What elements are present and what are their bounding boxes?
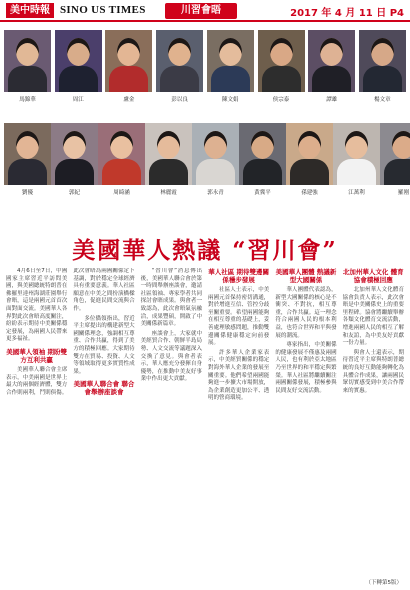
paragraph: 專家指出，中美關係的健康發展不僅惠及兩國人民，也有利於亞太地區乃至世界的和平穩定與繁榮。華人社區將繼續關注兩國關係發展，積極參與民間友好交流活動。 (275, 342, 337, 394)
portrait-caption: 周綺涵 (113, 190, 130, 196)
portrait-torso (262, 66, 301, 92)
portrait-photo (51, 123, 98, 185)
portrait-caption: 陳文娟 (222, 97, 239, 103)
portrait (258, 30, 305, 103)
portrait-photo (105, 30, 152, 92)
portrait-photo (156, 30, 203, 92)
newspaper-logo: 美中時報 (6, 3, 54, 18)
issue-date: 2017 年 4 月 11 日 P4 (290, 8, 404, 19)
portrait-caption: 劉優 (21, 190, 33, 196)
portrait-caption: 周江 (72, 97, 84, 103)
paragraph: “習川會”消息傳出後，美國華人聯合會於第一時間舉辦座談會，邀請社區領袖、專家學者共同探討會晤成果。與會者一致認為，此次會晤氣氛融洽，成果豐碩，開啟了中美關係新篇章。 (140, 268, 202, 328)
portrait-photo (359, 30, 406, 92)
portrait-head (251, 131, 274, 159)
portrait (192, 123, 239, 196)
portrait-head (392, 131, 410, 159)
paragraph: 美國華人聯合會主席表示，中美兩國是世界上最大的兩個經濟體，雙方合作則兩利，鬥則俱傷。此次會晤為兩國關係定下基調，對於穩定全球經濟具有重要意義。華人社區願意在中美之間扮演橋樑角色，促進民間交流與合作。 (6, 268, 135, 396)
portrait (239, 123, 286, 196)
portrait-caption: 譚雄 (326, 97, 338, 103)
portrait (105, 30, 152, 103)
portrait-torso (312, 66, 351, 92)
portrait-torso (363, 66, 402, 92)
portrait-photo (55, 30, 102, 92)
article-body (6, 268, 404, 586)
subheading: 華人社區 期待雙邊關係穩步發展 (208, 268, 270, 284)
portrait (359, 30, 406, 103)
portrait-head (168, 38, 191, 66)
portrait-torso (59, 66, 98, 92)
portrait-photo (145, 123, 192, 185)
portrait-torso (211, 66, 250, 92)
portrait (380, 123, 410, 196)
portrait-photo (207, 30, 254, 92)
portrait-caption: 盧金 (123, 97, 135, 103)
portrait-caption: 侯宗泰 (272, 97, 290, 103)
portrait-photo (380, 123, 410, 185)
portrait-torso (290, 159, 329, 185)
paragraph: 多位僑領指出，習近平主席提出的構建新型大國關係理念，強調相互尊重、合作共贏，得到了美方的積極回應。大家期待雙方在貿易、投資、人文等領域取得更多實質性成果。 (73, 315, 135, 375)
portrait (156, 30, 203, 103)
portrait-caption: 江萬利 (348, 190, 365, 196)
portrait (145, 123, 192, 196)
portrait-head (16, 131, 39, 159)
portrait-photo (333, 123, 380, 185)
paragraph: 許多華人企業家表示，中美經貿關係的穩定對海外華人企業的發展至關重要。他們希望兩國能夠進一步擴大市場開放，為企業創造更加公平、透明的營商環境。 (207, 349, 270, 402)
section-label: 川習會晤 (165, 3, 237, 19)
portrait-torso (149, 159, 188, 185)
portrait-caption: 馬錦華 (19, 97, 36, 103)
portrait-photo (4, 123, 51, 185)
portrait (308, 30, 355, 103)
portrait-head (157, 131, 180, 159)
portrait-caption: 孫建強 (301, 190, 318, 196)
portrait (55, 30, 102, 103)
portrait-photo (239, 123, 286, 185)
portrait-head (371, 38, 394, 66)
portrait-torso (160, 66, 199, 92)
portrait-caption: 羅刚 (397, 190, 409, 196)
portrait-torso (55, 159, 94, 185)
portrait-torso (243, 159, 282, 185)
portrait-photo (258, 30, 305, 92)
portrait-head (117, 38, 140, 66)
portrait-head (298, 131, 321, 159)
portrait-caption: 彭以良 (171, 97, 188, 103)
portrait-head (110, 131, 133, 159)
portrait-head (345, 131, 368, 159)
portrait (51, 123, 98, 196)
portrait-caption: 郭永青 (207, 190, 224, 196)
portrait-caption: 郭紀 (68, 190, 80, 196)
portrait-photo (192, 123, 239, 185)
portrait-head (16, 38, 39, 66)
portrait-photo (4, 30, 51, 92)
portrait-caption: 楊文章 (374, 97, 391, 103)
portrait (4, 30, 51, 103)
subheading: 美國華人聯合會 聯合會舉辦座談會 (73, 380, 135, 397)
portrait-torso (8, 66, 47, 92)
portrait-torso (8, 159, 47, 185)
portrait-photo (286, 123, 333, 185)
portrait-torso (196, 159, 235, 185)
subheading: 北加州華人文化 體育協會積極回應 (342, 268, 404, 284)
portrait (333, 123, 380, 196)
portrait-photo (98, 123, 145, 185)
portrait-torso (384, 159, 410, 185)
portrait-caption: 林麗霞 (160, 190, 177, 196)
subheading: 美國華人團體 熱議新型大國關係 (275, 268, 337, 284)
portrait-head (320, 38, 343, 66)
continued-note: （下轉第5版） (365, 580, 402, 586)
portrait-head (67, 38, 90, 66)
portrait-head (63, 131, 86, 159)
portrait (98, 123, 145, 196)
portrait (4, 123, 51, 196)
portrait-torso (109, 66, 148, 92)
portrait (207, 30, 254, 103)
paragraph: 華人團體代表認為，新型大國關係的核心是不衝突、不對抗，相互尊重，合作共贏。這一理念符合兩國人民的根本利益，也符合世界和平與發展的潮流。 (275, 287, 337, 339)
subheading: 美國華人領袖 期盼雙方互利共贏 (6, 347, 68, 364)
portrait-torso (102, 159, 141, 185)
portrait-head (219, 38, 242, 66)
portrait-photo (308, 30, 355, 92)
portrait (286, 123, 333, 196)
photo-row-1 (4, 30, 406, 103)
portrait-head (270, 38, 293, 66)
headline: 美國華人熱議 “習川會” (72, 237, 338, 264)
masthead (0, 0, 410, 22)
newspaper-brand: SINO US TIMES (60, 4, 146, 16)
portrait-torso (337, 159, 376, 185)
paragraph: 社區人士表示，中美兩國元首保持密切溝通，對於增進互信、管控分歧至關重要。希望兩國能夠在相互尊重的基礎上，妥善處理敏感問題，推動雙邊關係健康穩定向前發展。 (207, 287, 270, 347)
paragraph: 北加州華人文化體育協會負責人表示，此次會晤是中美關係史上的重要里程碑。協會將繼續舉辦各類文化體育交流活動，增進兩國人民的相互了解和友誼，為中美友好貢獻一份力量。 (342, 287, 404, 347)
paragraph: 與會人士還表示，期待習近平主席與特朗普總統的良好互動能夠轉化為具體合作成果，讓兩國民眾切實感受到中美合作帶來的實惠。 (342, 349, 404, 394)
photo-row-2 (4, 123, 409, 196)
portrait-head (204, 131, 227, 159)
portrait-caption: 黃冀平 (254, 190, 271, 196)
paragraph: 座談會上，大家就中美經貿合作、朝鮮半島局勢、人文交流等議題深入交換了意見。與會者表示，華人應充分發揮自身優勢，在推動中美友好事業中作出更大貢獻。 (140, 330, 202, 383)
paragraph: 4月6日至7日，中國國家主席習近平訪問美國，與美國總統特朗普在佛羅里達州海湖莊園舉行會晤，這是兩國元首首次面對面交流。美國華人各界對此次會晤高度關注，紛紛表示期待中美關係穩定發展，為兩國人民帶來更多福祉。 (6, 268, 68, 343)
